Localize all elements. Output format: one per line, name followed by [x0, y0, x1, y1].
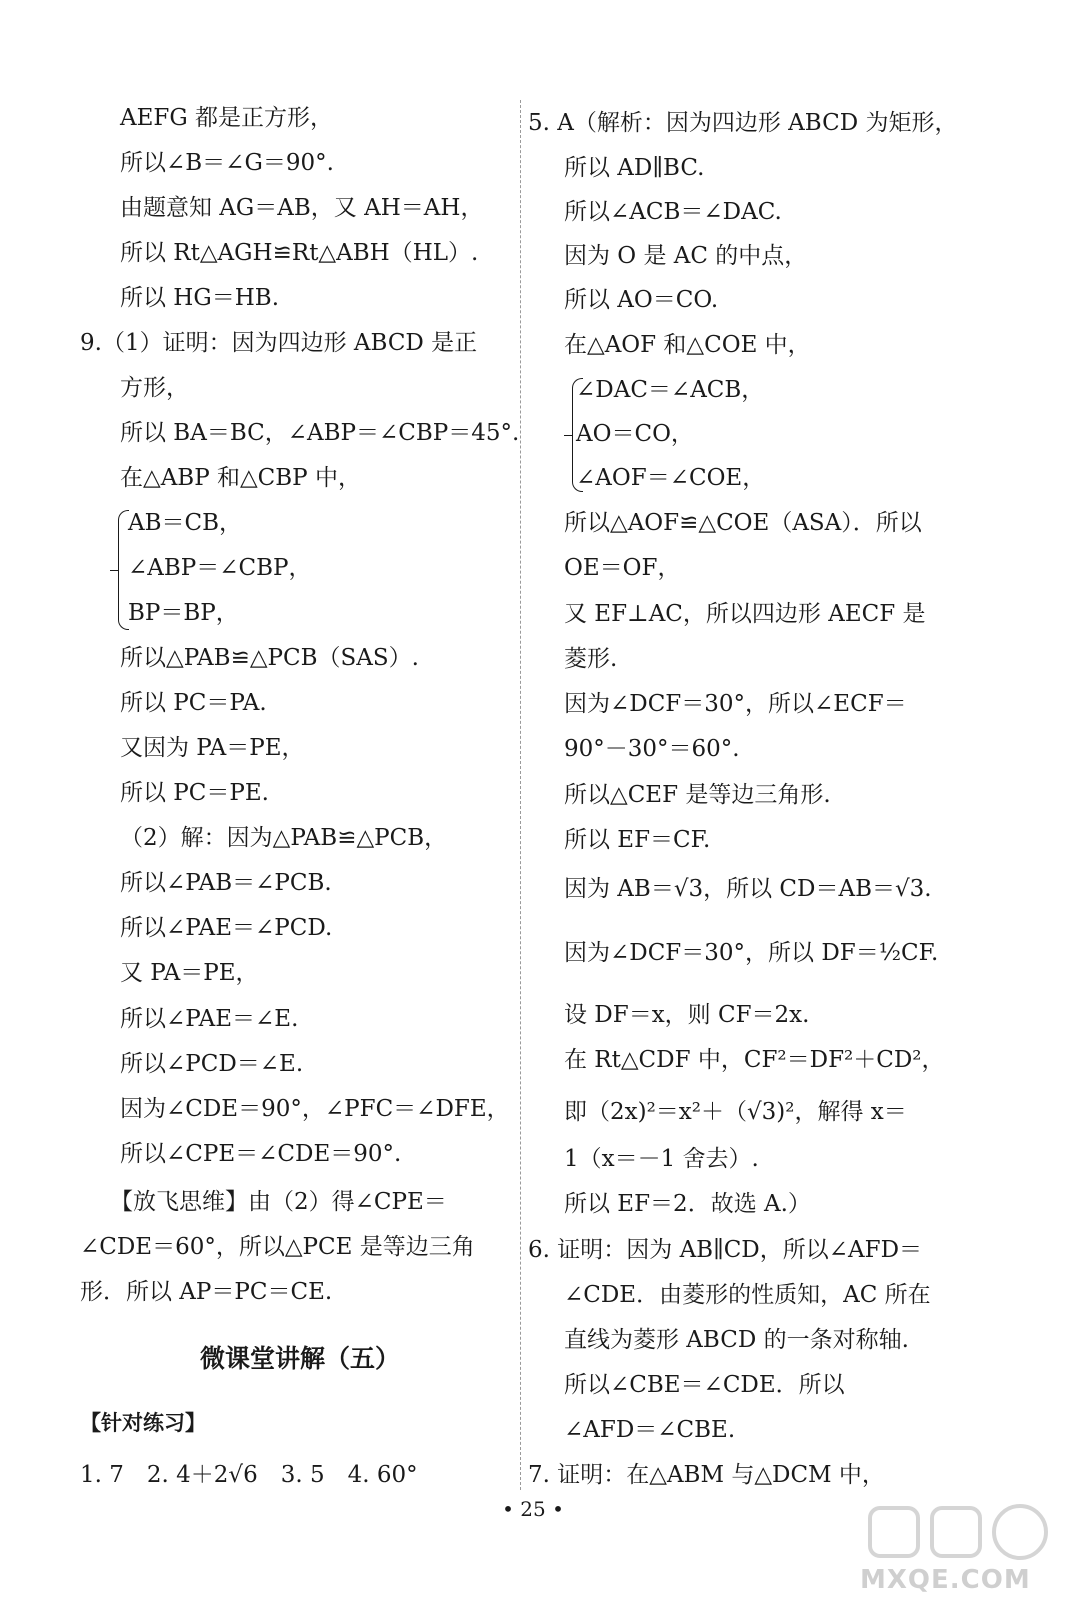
brace-line: ∠ABP＝∠CBP，	[128, 555, 312, 581]
section-heading: 微课堂讲解（五）	[199, 1344, 400, 1373]
text-line: 所以∠B＝∠G＝90°.	[120, 150, 334, 176]
text-line: 因为 O 是 AC 的中点，	[564, 243, 808, 269]
text-line: 由题意知 AG＝AB，又 AH＝AH，	[120, 195, 484, 221]
text-line: 又 PA＝PE，	[120, 960, 259, 986]
text-line: ∠CDE．由菱形的性质知，AC 所在	[564, 1282, 931, 1308]
text-line: 设 DF＝x，则 CF＝2x.	[564, 1002, 810, 1028]
problem-5: 5. A（解析：因为四边形 ABCD 为矩形，	[528, 110, 958, 136]
text-line: 所以∠PAE＝∠E.	[120, 1006, 299, 1032]
text-line: 在△ABP 和△CBP 中，	[120, 465, 361, 491]
watermark-text: MXQE.COM	[860, 1565, 1031, 1595]
text-line: 因为∠DCF＝30°，所以 DF＝½CF.	[564, 940, 939, 966]
text-line: ∠AFD＝∠CBE.	[564, 1417, 736, 1443]
text-line: 所以∠CPE＝∠CDE＝90°.	[120, 1141, 402, 1167]
watermark-logo	[850, 1500, 1060, 1595]
text-line: 所以 EF＝2．故选 A.）	[564, 1191, 811, 1217]
problem-6: 6. 证明：因为 AB∥CD，所以∠AFD＝	[528, 1237, 923, 1263]
text-line: 所以∠ACB＝∠DAC.	[564, 199, 782, 225]
text-line: 所以△PAB≌△PCB（SAS）.	[120, 645, 419, 671]
text-line: 在 Rt△CDF 中，CF²＝DF²＋CD²，	[564, 1047, 945, 1073]
brace-line: BP＝BP，	[128, 600, 239, 626]
text-line: （2）解：因为△PAB≌△PCB，	[120, 825, 448, 851]
text-line: 菱形.	[564, 646, 618, 672]
text-line: 所以∠PAB＝∠PCB.	[120, 870, 332, 896]
page-number: • 25 •	[502, 1497, 564, 1521]
text-line: 所以 AO＝CO.	[564, 287, 719, 313]
text-line: ∠CDE＝60°，所以△PCE 是等边三角	[80, 1234, 475, 1260]
text-line: 所以△CEF 是等边三角形.	[564, 782, 831, 808]
text-line: 即（2x)²＝x²＋（√3)²，解得 x＝	[564, 1099, 907, 1125]
text-line: 【放飞思维】由（2）得∠CPE＝	[110, 1189, 447, 1215]
text-line: 所以 HG＝HB.	[120, 285, 280, 311]
text-line: 又 EF⊥AC，所以四边形 AECF 是	[564, 601, 926, 627]
column-divider	[520, 100, 521, 1490]
brace-line: AO＝CO，	[576, 421, 694, 447]
brace-line: ∠AOF＝∠COE，	[576, 465, 766, 491]
text-line: 所以△AOF≌△COE（ASA）．所以	[564, 510, 922, 536]
text-line: 方形，	[120, 375, 189, 401]
section-tag: 【针对练习】	[80, 1411, 206, 1435]
text-line: 因为∠DCF＝30°，所以∠ECF＝	[564, 691, 907, 717]
text-line: 所以 PC＝PA.	[120, 690, 267, 716]
text-line: 90°－30°＝60°.	[564, 736, 740, 762]
text-line: 所以 PC＝PE.	[120, 780, 269, 806]
text-line: AEFG 都是正方形，	[120, 105, 334, 131]
problem-7: 7. 证明：在△ABM 与△DCM 中，	[528, 1462, 885, 1488]
text-line: 又因为 PA＝PE，	[120, 735, 305, 761]
text-line: 形．所以 AP＝PC＝CE.	[80, 1279, 333, 1305]
text-line: 因为 AB＝√3，所以 CD＝AB＝√3.	[564, 876, 932, 902]
text-line: 所以∠PCD＝∠E.	[120, 1051, 304, 1077]
text-line: 所以 EF＝CF.	[564, 827, 711, 853]
text-line: 因为∠CDE＝90°，∠PFC＝∠DFE，	[120, 1096, 510, 1122]
watermark-seal-icon	[850, 1500, 1060, 1570]
text-line: 所以 BA＝BC，∠ABP＝∠CBP＝45°.	[120, 420, 520, 446]
brace-line: ∠DAC＝∠ACB，	[576, 377, 765, 403]
text-line: 所以 Rt△AGH≌Rt△ABH（HL）.	[120, 240, 479, 266]
problem-9: 9.（1）证明：因为四边形 ABCD 是正	[80, 330, 478, 356]
text-line: 所以∠PAE＝∠PCD.	[120, 915, 333, 941]
text-line: 所以 AD∥BC.	[564, 155, 705, 181]
text-line: OE＝OF，	[564, 555, 681, 581]
text-line: 所以∠CBE＝∠CDE．所以	[564, 1372, 845, 1398]
text-line: 直线为菱形 ABCD 的一条对称轴.	[564, 1327, 909, 1353]
answer-line: 1. 7 2. 4＋2√6 3. 5 4. 60°	[80, 1462, 418, 1488]
brace-line: AB＝CB，	[128, 510, 243, 536]
text-line: 1（x＝－1 舍去）.	[564, 1146, 759, 1172]
text-line: 在△AOF 和△COE 中，	[564, 332, 811, 358]
